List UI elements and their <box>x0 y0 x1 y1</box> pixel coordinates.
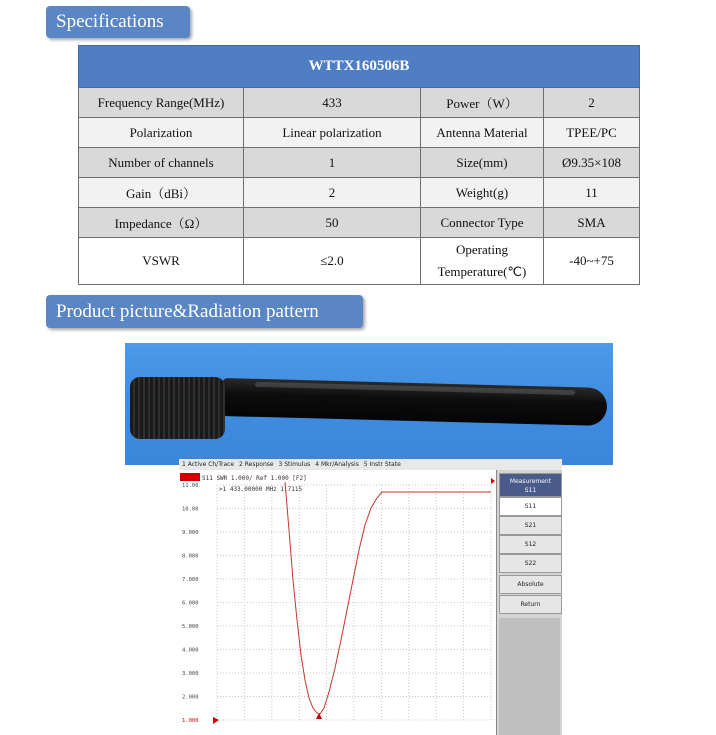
softkey-blank-area <box>499 618 560 735</box>
spec-value: 2 <box>544 88 640 118</box>
spec-label: Size(mm) <box>421 148 544 178</box>
softkey-s22-label: S22 <box>524 560 537 567</box>
spec-value: Ø9.35×108 <box>544 148 640 178</box>
vna-screenshot <box>179 459 562 735</box>
table-row <box>79 208 640 238</box>
marker-readout: >1 433.00000 MHz 1.7115 <box>219 486 303 493</box>
softkey-s22[interactable] <box>499 554 562 573</box>
menu-active-ch-trace[interactable]: 1 Active Ch/Trace <box>182 461 235 468</box>
spec-value: -40~+75 <box>544 238 640 285</box>
spec-label: Frequency Range(MHz) <box>79 88 244 118</box>
spec-label: Polarization <box>79 118 244 148</box>
spec-label: VSWR <box>79 238 244 285</box>
softkey-s11[interactable] <box>499 497 562 516</box>
spec-label: Operating Temperature(℃) <box>421 238 544 285</box>
softkey-s12-label: S12 <box>524 541 537 548</box>
spec-label: Power（W） <box>421 88 544 118</box>
softkey-return[interactable] <box>499 595 562 614</box>
softkey-s12[interactable] <box>499 535 562 554</box>
vna-menu-bar <box>179 459 562 470</box>
measurement-title <box>499 473 562 497</box>
spec-label: Gain（dBi） <box>79 178 244 208</box>
menu-mkr-analysis[interactable]: 4 Mkr/Analysis <box>315 461 359 468</box>
y-tick-label: 8.000 <box>182 553 199 560</box>
menu-instr-state[interactable]: 5 Instr State <box>363 461 401 468</box>
y-tick-label: 4.000 <box>182 647 199 654</box>
trace-header: S11 SWR 1.000/ Ref 1.000 [F2] <box>202 475 307 482</box>
antenna-connector-grip <box>130 377 225 439</box>
spec-label: Connector Type <box>421 208 544 238</box>
spec-value: Linear polarization <box>244 118 421 148</box>
spec-value: TPEE/PC <box>544 118 640 148</box>
y-tick-label: 9.000 <box>182 530 199 536</box>
spec-value: 11 <box>544 178 640 208</box>
model-header: WTTX160506B <box>79 46 640 88</box>
softkey-absolute[interactable] <box>499 575 562 594</box>
softkey-return-label: Return <box>520 601 541 608</box>
y-tick-label: 5.000 <box>182 624 199 630</box>
y-tick-label: 3.000 <box>182 671 199 677</box>
softkey-s21[interactable] <box>499 516 562 535</box>
y-tick-label: 1.000 <box>182 718 199 724</box>
vswr-plot <box>179 470 497 735</box>
table-row <box>79 238 640 285</box>
specifications-heading: Specifications <box>46 6 190 38</box>
table-row <box>79 118 640 148</box>
spec-label: Number of channels <box>79 148 244 178</box>
product-picture-heading: Product picture&Radiation pattern <box>46 295 363 328</box>
table-row <box>79 88 640 118</box>
menu-stimulus[interactable]: 3 Stimulus <box>278 461 311 468</box>
softkey-s21-label: S21 <box>524 522 537 529</box>
y-tick-label: 2.000 <box>182 694 199 701</box>
softkey-s11-label: S11 <box>524 503 537 510</box>
softkey-absolute-label: Absolute <box>517 581 544 588</box>
table-row <box>79 178 640 208</box>
specifications-table <box>78 45 640 285</box>
y-tick-label: 7.000 <box>182 577 199 583</box>
measurement-title-sub: S11 <box>524 487 537 494</box>
spec-value: 50 <box>244 208 421 238</box>
menu-response[interactable]: 2 Response <box>239 461 274 468</box>
trace-indicator <box>180 473 200 481</box>
spec-label: Weight(g) <box>421 178 544 208</box>
vswr-plot-svg <box>179 470 496 735</box>
y-tick-label: 6.000 <box>182 600 199 607</box>
table-row <box>79 148 640 178</box>
spec-value: SMA <box>544 208 640 238</box>
spec-value: 2 <box>244 178 421 208</box>
spec-label: Impedance（Ω） <box>79 208 244 238</box>
spec-value: 1 <box>244 148 421 178</box>
y-tick-label: 10.00 <box>182 506 199 513</box>
measurement-title-label: Measurement <box>509 478 552 485</box>
antenna-photo <box>125 343 613 465</box>
softkey-panel <box>497 470 562 735</box>
spec-value: ≤2.0 <box>244 238 421 285</box>
spec-value: 433 <box>244 88 421 118</box>
y-tick-label: 11.00 <box>182 483 199 489</box>
spec-label: Antenna Material <box>421 118 544 148</box>
